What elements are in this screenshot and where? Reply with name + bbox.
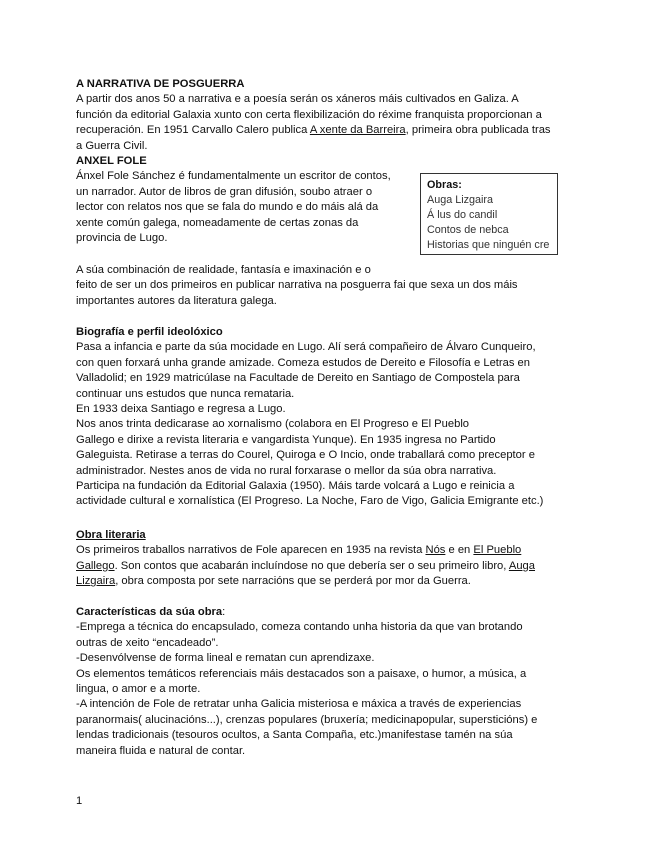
obras-box [420,173,558,255]
caracteristicas-line: outras de xeito “encadeado”. [76,636,219,649]
fole-intro-line: provincia de Lugo. [76,231,168,244]
section-posguerra [76,77,551,154]
fole-combo-line: A súa combinación de realidade, fantasía e imaxinación e o [76,264,371,276]
section-fole [76,154,391,246]
section-obra-literaria [76,528,535,590]
fole-intro-line: xente común galega, nomeadamente de certas zonas da [76,216,359,229]
caracteristicas-line: Os elementos temáticos referenciais máis destacados son a paisaxe, o humor, a música, a [76,667,527,680]
caracteristicas-colon: : [222,606,226,618]
obras-item: Auga Lizgaira [427,194,494,206]
biografia-line: Participa na fundación da Editorial Galaxia (1950). Máis tarde volcará a Lugo e reinicia a [76,479,515,492]
biografia-line: En 1933 deixa Santiago e regresa a Lugo. [76,402,286,415]
fole-intro-line: Ánxel Fole Sánchez é fundamentalmente un escritor de contos, [76,170,391,183]
obra-literaria-text: e en [445,544,474,557]
caracteristicas-line: lendas tradicionais (tesouros ocultos, a Santa Compaña, etc.)manifestase tamén na súa [76,729,513,742]
fole-combo-paragraph [76,263,518,309]
link-el-pueblo[interactable]: El Pueblo [473,544,522,557]
biografia-line: administrador. Nestes anos de vida no rural forxarase o mellor da súa obra narrativa. [76,464,497,477]
caracteristicas-heading-line [76,605,537,620]
fole-combo-line: feito de ser un dos primeiros en publicar narrativa na posguerra fai que sexa un dos máis [76,279,518,292]
obra-literaria-text: . Son contos que acabarán incluíndose no que debería ser o seu primeiro libro, [114,559,509,572]
posguerra-line-3 [76,123,551,138]
heading-obra-literaria: Obra literaria [76,529,146,541]
biografia-line: con quen forxará unha grande amizade. Comeza estudos de Dereito e Filosofía e Letras en [76,356,530,369]
obras-item: Historias que ninguén cre [427,239,550,251]
caracteristicas-line: -Emprega a técnica do encapsulado, comeza contando unha historia da que van brotando [76,621,523,634]
biografia-line: Gallego e dirixe a revista literaria e vangardista Yunque). En 1935 ingresa no Partido [76,433,496,446]
obra-literaria-line-2 [76,559,535,574]
section-biografia [76,325,543,510]
obra-literaria-line-1 [76,543,535,558]
caracteristicas-line: lingua, o amor e a morte. [76,682,201,695]
page-number: 1 [76,795,83,807]
biografia-line: Valladolid; en 1929 matricúlase na Facultade de Dereito en Santiago de Compostela para [76,372,520,385]
obra-literaria-line-3 [76,574,535,589]
fole-intro-line: lector con relatos nos que se fala do mundo e do máis alá da [76,201,379,214]
obra-literaria-text: , obra composta por sete narracións que se perderá por mor da Guerra. [115,575,471,588]
link-a-xente-da-barreira[interactable]: A xente da Barreira [309,124,406,137]
fole-intro-line: un narrador. Autor de libros de gran difusión, soubo atraer o [76,185,373,198]
biografia-line: Pasa a infancia e parte da súa mocidade en Lugo. Alí será compañeiro de Álvaro Cunqueiro, [76,341,536,354]
link-auga[interactable]: Auga [508,559,536,572]
fole-combo-line: importantes autores da literatura galega. [76,294,277,307]
posguerra-line-3-tail: , primeira obra publicada tras [405,124,551,137]
caracteristicas-line: paranormais( alucinacións...), crenzas populares (bruxería; medicinapopular, supersticións) e [76,713,538,726]
heading-anxel-fole: ANXEL FOLE [76,155,147,167]
obras-item: Contos de nebca [427,224,509,236]
obras-item: Á lus do candil [427,209,498,221]
biografia-line: actividade cultural e xornalística (El Progreso. La Noche, Faro de Vigo, Galicia Emigrante etc.) [76,495,544,508]
biografia-line: Galeguista. Retirase a terras do Courel, Quiroga e O Incio, onde traballará como preceptor e [76,449,535,462]
link-nos[interactable]: Nós [425,544,446,557]
biografia-line: continuar uns estudos que nunca remataria. [76,387,295,400]
posguerra-line-4: a Guerra Civil. [76,139,148,152]
obra-literaria-text: Os primeiros traballos narrativos de Fole aparecen en 1935 na revista [76,544,426,557]
heading-posguerra: A NARRATIVA DE POSGUERRA [76,78,245,90]
caracteristicas-line: maneira fluida e natural de contar. [76,744,246,757]
section-caracteristicas [76,605,537,759]
link-lizgaira[interactable]: Lizgaira [76,575,116,588]
biografia-line: Nos anos trinta dedicarase ao xornalismo (colabora en El Progreso e El Pueblo [76,418,470,431]
heading-biografia: Biografía e perfil ideolóxico [76,326,223,338]
heading-caracteristicas: Características da súa obra [76,606,223,618]
caracteristicas-line: -A intención de Fole de retratar unha Galicia misteriosa e máxica a través de experiencias [76,698,522,711]
obras-title: Obras: [427,179,462,191]
posguerra-line-3-text: recuperación. En 1951 Carvallo Calero publica [76,124,310,137]
caracteristicas-line: -Desenvólvense de forma lineal e rematan cun aprendizaxe. [76,652,375,665]
link-gallego[interactable]: Gallego [76,559,115,572]
posguerra-line-1: A partir dos anos 50 a narrativa e a poesía serán os xáneros máis cultivados en Galiza. A [76,93,519,106]
posguerra-line-2: función da editorial Galaxia xunto con certa flexibilización do réxime franquista proporcionan a [76,108,542,121]
